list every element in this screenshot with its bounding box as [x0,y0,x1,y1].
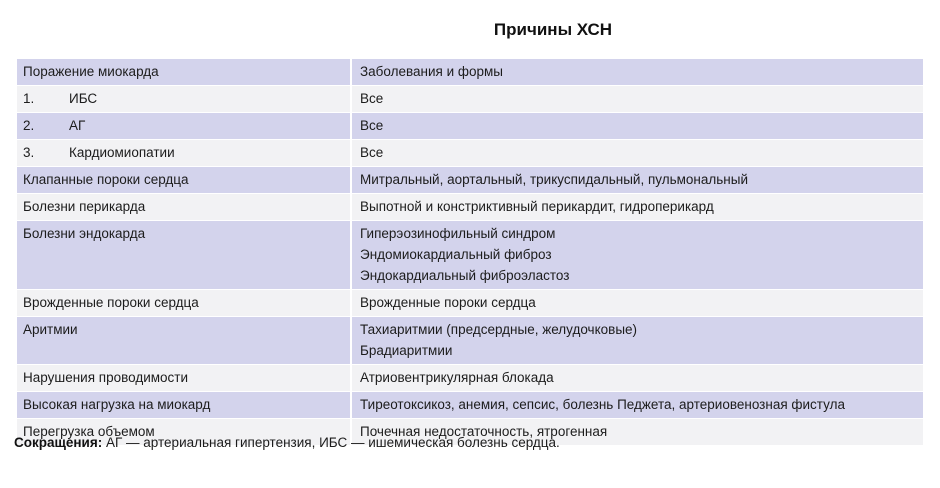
cause-category-cell [17,140,352,166]
table-row [17,140,923,167]
disease-form-line: Все [360,145,384,160]
disease-form-line: Эндокардиальный фиброэластоз [360,268,570,283]
disease-forms-cell [352,140,923,166]
cause-category-text: Кардиомиопатии [69,145,175,160]
cause-category-text: Болезни перикарда [23,199,146,214]
disease-form-line: Врожденные пороки сердца [360,295,536,310]
table-row [17,194,923,221]
disease-forms-cell [352,392,923,418]
cause-category-text: Клапанные пороки сердца [23,172,189,187]
disease-forms-cell [352,86,923,112]
disease-forms-cell [352,365,923,391]
disease-form-line: Тиреотоксикоз, анемия, сепсис, болезнь Педжета, артериовенозная фистула [360,397,845,412]
cause-category-text: Аритмии [23,322,78,337]
disease-form-line: Митральный, аортальный, трикуспидальный, пульмональный [360,172,748,187]
cause-category-text: Болезни эндокарда [23,226,146,241]
disease-forms-cell [352,290,923,316]
causes-table [17,59,923,446]
cause-category-text: Высокая нагрузка на миокард [23,397,211,412]
table-row [17,113,923,140]
cause-category-text: ИБС [69,91,98,106]
table-row [17,317,923,365]
disease-form-line: Атриовентрикулярная блокада [360,370,554,385]
table-row [17,392,923,419]
disease-form-line: Все [360,118,384,133]
disease-form-line: Все [360,91,384,106]
disease-form-line: Заболевания и формы [360,64,503,79]
disease-form-line: Эндомиокардиальный фиброз [360,247,552,262]
disease-forms-cell [352,221,923,289]
disease-form-line: Почечная недостаточность, ятрогенная [360,424,608,439]
cause-category-text: Поражение миокарда [23,64,159,79]
disease-forms-cell [352,317,923,364]
cause-category-cell [17,290,352,316]
row-number: 3. [23,145,35,160]
cause-category-text: Врожденные пороки сердца [23,295,199,310]
cause-category-cell [17,167,352,193]
cause-category-cell [17,86,352,112]
cause-category-cell [17,221,352,289]
cause-category-text: Нарушения проводимости [23,370,188,385]
disease-forms-cell [352,59,923,85]
table-row [17,167,923,194]
disease-forms-cell [352,194,923,220]
disease-form-line: Гиперэозинофильный синдром [360,226,556,241]
disease-form-line: Тахиаритмии (предсердные, желудочковые) [360,322,638,337]
cause-category-cell [17,194,352,220]
table-row [17,290,923,317]
disease-form-line: Выпотной и констриктивный перикардит, гидроперикард [360,199,714,214]
disease-forms-cell [352,167,923,193]
row-number: 2. [23,118,35,133]
cause-category-text: АГ [69,118,86,133]
table-title: Причины ХСН [493,20,613,39]
cause-category-cell [17,365,352,391]
disease-forms-cell [352,113,923,139]
table-row [17,365,923,392]
cause-category-cell [17,392,352,418]
row-number: 1. [23,91,35,106]
abbreviations-label: Сокращения: [14,435,103,450]
table-row [17,59,923,86]
cause-category-text: Перегрузка объемом [23,424,155,439]
cause-category-cell [17,317,352,364]
cause-category-cell [17,59,352,85]
table-row [17,86,923,113]
abbreviations-text: АГ — артериальная гипертензия, ИБС — ишемическая болезнь сердца. [102,435,560,450]
cause-category-cell [17,113,352,139]
table-row [17,221,923,290]
disease-form-line: Брадиаритмии [360,343,453,358]
abbreviations-note [14,435,560,450]
